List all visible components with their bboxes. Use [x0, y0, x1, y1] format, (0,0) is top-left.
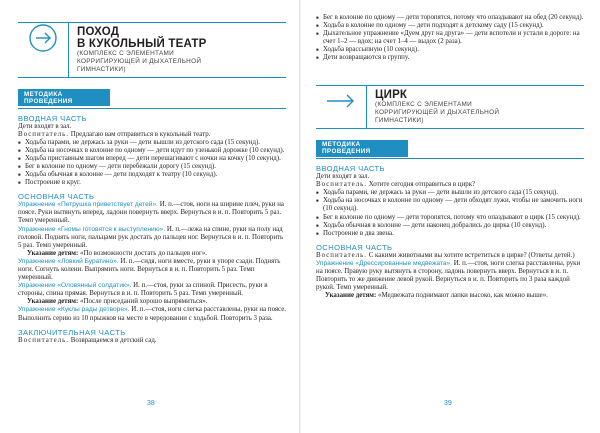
exercise-title: Упражнение «Гномы готовятся к выступлению». [18, 225, 166, 233]
exercise-title: Упражнение «Куклы рады детворе». [18, 306, 130, 314]
exercise-4-note [18, 298, 286, 306]
page-number-right: 39 [444, 400, 452, 407]
intro-teacher-line [18, 131, 286, 139]
list-item: ■ Бег в колонне по одному — дети торопятся, потому что опаздывают на обед (20 секунд). [316, 14, 584, 22]
method-bar: МЕТОДИКА ПРОВЕДЕНИЯ [316, 140, 408, 157]
exercise-2 [18, 226, 286, 250]
list-item: ■ Ходьба обычная в колонне — дети наконец добрались до цирка (10 секунд). [316, 222, 584, 230]
arrow-right-icon [316, 86, 366, 116]
heading-text [68, 23, 207, 77]
section-subtitle-line1: (КОМПЛЕКС С ЭЛЕМЕНТАМИ [375, 100, 473, 108]
left-page [18, 14, 286, 345]
teacher-text: Хотите сегодня отправиться в цирк? [367, 181, 476, 189]
list-item: ■ Ходьба на носочках в колонне по одному — дети идут по узенькой дорожке (10 секунд). [18, 147, 286, 155]
note-text: «Медвежата поднимают лапки высоко, как можно выше». [376, 292, 548, 300]
exercise-2-note [18, 250, 286, 258]
list-item: ■ Ходьба в колонне по одному — дети подходят к детскому саду (15 секунд). [316, 22, 584, 30]
teacher-label: Воспитатель. [18, 130, 69, 138]
list-item: ■ Ходьба врассыпную (10 секунд). [316, 46, 584, 54]
exercise-text: И. п.—стоя, руки за спиной. Присесть, руки в стороны, спина прямая. Вернуться в и. п. Повторить 5 раз. Темп умеренный. [18, 282, 268, 298]
intro-line: Дети входят в зал. [18, 122, 72, 130]
method-bar-rule [18, 78, 286, 109]
intro-heading: ВВОДНАЯ ЧАСТЬ [316, 164, 385, 174]
teacher-text: С какими животными вы хотите встретиться в цирке? (Ответы детей.) [367, 251, 575, 259]
section-subtitle-line1: (КОМПЛЕКС С ЭЛЕМЕНТАМИ [77, 50, 175, 57]
section-title-line2: В КУКОЛЬНЫЙ ТЕАТР [77, 38, 207, 50]
list-item: ■ Ходьба парами, не держась за руки — дети вышли из детского сада (15 секунд). [18, 139, 286, 147]
list-item: ■ Ходьба обычная в колонне — дети подходят к театру (10 секунд). [18, 171, 286, 179]
list-item: ■ Построение в два звена. [316, 230, 584, 238]
intro-list [18, 139, 286, 188]
note-label: Указание детям: [27, 249, 79, 257]
exercise-1 [18, 201, 286, 225]
intro-line: Дети входят в зал. [316, 173, 370, 181]
teacher-label: Воспитатель. [316, 251, 367, 259]
exercise-text: И. п.—стоя, ноги слегка расставлены, руки на поясе. Правую руку вытянуть в сторону, ладонь повернуть вверх. Вернуться в и. п. Повторить то же движение левой рукой. Вернуться в и. п. Повторить по 3 раза каждой рукой. Темп умеренный. [316, 259, 581, 292]
exercise-title: Упражнение «Петрушка приветствует детей». [18, 201, 158, 209]
intro-list [316, 189, 584, 238]
page-gutter [299, 0, 301, 433]
final-heading: ЗАКЛЮЧИТЕЛЬНАЯ ЧАСТЬ [18, 327, 126, 337]
section-subtitle-line2: КОРРИГИРУЮЩЕЙ И ДЫХАТЕЛЬНОЙ [375, 108, 500, 116]
note-label: Указание детям: [27, 298, 79, 306]
exercise-1 [316, 260, 584, 292]
exercise-5 [18, 306, 286, 322]
note-text: «По возможности достать до пальцев ног». [78, 249, 208, 257]
section-heading-puppet-theatre [18, 22, 286, 78]
main-heading: ОСНОВНАЯ ЧАСТЬ [18, 192, 95, 202]
continuation-list [316, 14, 584, 63]
note-text: «После приседаний хорошо выпрямиться». [78, 298, 208, 306]
exercise-3 [18, 258, 286, 282]
section-heading-circus [316, 85, 584, 129]
arrow-circle-icon [18, 23, 68, 53]
section-subtitle-line3: ГИМНАСТИКИ) [77, 66, 126, 73]
intro-teacher-line [316, 181, 584, 189]
exercise-text: И. п.—лежа на спине, руки на полу над головой. Поднять ноги, пальцами рук достать до пальцев ног. Вернуться в и. п. Повторить 5 раз. Темп умеренный. [18, 225, 284, 249]
section-subtitle-line3: ГИМНАСТИКИ) [375, 116, 424, 124]
teacher-text: Возвращаемся в детский сад. [69, 336, 157, 344]
intro-heading: ВВОДНАЯ ЧАСТЬ [18, 113, 87, 123]
teacher-text: Предлагаю вам отправиться в кукольный театр. [69, 130, 211, 138]
method-bar-rule [316, 129, 584, 160]
exercise-title: Упражнение «Оловянный солдатик». [18, 282, 132, 290]
page-number-left: 38 [147, 400, 155, 407]
section-subtitle-line2: КОРРИГИРУЮЩЕЙ И ДЫХАТЕЛЬНОЙ [77, 58, 202, 65]
method-bar: МЕТОДИКА ПРОВЕДЕНИЯ [18, 89, 110, 106]
list-item: ■ Построение в круг. [18, 179, 286, 187]
section-title-line1: ПОХОД [77, 26, 120, 38]
right-page [316, 14, 584, 300]
exercise-4 [18, 282, 286, 298]
list-item: ■ Бег в колонне по одному — дети торопятся, потому что опаздывают в цирк (15 секунд). [316, 214, 584, 222]
list-item: ■ Ходьба парами, не держась за руки — дети вышли из детского сада (15 секунд). [316, 189, 584, 197]
list-item: ■ Дыхательное упражнение «Дуем друг на друга» — дети вспотели и устали в дороге: на счет 1–2 — вдох; на счет 1–4 — выдох (2 раза). [316, 30, 584, 46]
main-heading: ОСНОВНАЯ ЧАСТЬ [316, 242, 393, 252]
exercise-text: И. п.—стоя, ноги слегка расставлены, руки на поясе. Выполнить серию из 10 прыжков на месте в чередовании с ходьбой. Повторить 3 раза. [18, 306, 286, 322]
teacher-label: Воспитатель. [18, 336, 69, 344]
final-line [18, 337, 286, 345]
exercise-1-note [316, 292, 584, 300]
note-label: Указание детям: [325, 292, 377, 300]
exercise-title: Упражнение «Ловкий Буратино». [18, 257, 119, 265]
heading-text [366, 86, 499, 128]
main-teacher-line [316, 252, 584, 260]
section-title-line1: ЦИРК [375, 88, 408, 101]
teacher-label: Воспитатель. [316, 181, 367, 189]
list-item: ■ Ходьба приставным шагом вперед — дети перешагивают с ночки на кочку (10 секунд). [18, 155, 286, 163]
exercise-title: Упражнение «Дрессированные медвежата». [316, 259, 453, 267]
exercise-text: И. п.—стоя, ноги на ширине плеч, руки на поясе. Руки вытянуть вперед, ладони повернуть вверх. Вернуться в и. п. Повторить 5 раз. Темп умеренный. [18, 201, 284, 225]
list-item: ■ Дети возвращаются в группу. [316, 54, 584, 62]
exercise-text: И. п.—сидя, ноги вместе, руки в упоре сзади. Поднять ноги. Согнуть колени. Выпрямить ноги. Вернуться в и. п. Повторить 5 раз. Темп умеренный. [18, 257, 281, 282]
list-item: ■ Бег в колонне по одному — дети перебежали дорогу (15 секунд). [18, 163, 286, 171]
list-item: ■ Ходьба на носочках в колонне по одному — дети обходят лужи, чтобы не замочить ноги (10 секунд). [316, 197, 584, 213]
